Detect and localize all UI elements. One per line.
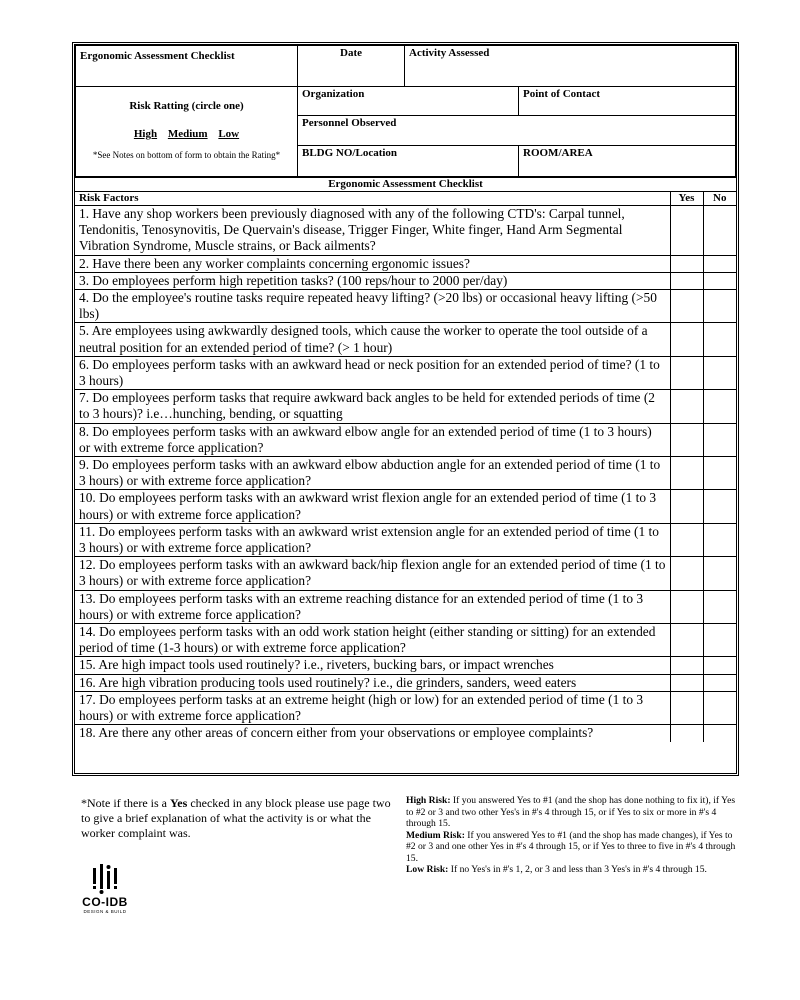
checklist-row [75,356,736,389]
high-risk-label: High Risk: [406,795,451,806]
company-logo [77,862,133,914]
yes-checkbox-cell[interactable] [670,323,703,356]
risk-rating-note: *See Notes on bottom of form to obtain the Rating* [92,150,281,160]
checklist-row [75,390,736,423]
risk-option-low[interactable]: Low [218,128,240,140]
yes-checkbox-cell[interactable] [670,624,703,657]
yes-checkbox-cell[interactable] [670,457,703,490]
low-risk-label: Low Risk: [406,864,449,875]
checklist-question: 10. Do employees perform tasks with an awkward wrist flexion angle for an extended period of time (1 to 3 hours) or with extreme force application? [75,490,670,523]
yes-checkbox-cell[interactable] [670,390,703,423]
checklist-row [75,272,736,289]
yes-checkbox-cell[interactable] [670,272,703,289]
point-of-contact-label: Point of Contact [523,88,600,100]
no-checkbox-cell[interactable] [703,725,736,742]
yes-checkbox-cell[interactable] [670,423,703,456]
risk-definitions [406,795,736,876]
checklist-question: 7. Do employees perform tasks that require awkward back angles to be held for extended periods of time (2 to 3 hours)? i.e…hunching, bending, or squatting [75,390,670,423]
checklist-question: 16. Are high vibration producing tools used routinely? i.e., die grinders, sanders, weed eaters [75,674,670,691]
checklist-question: 17. Do employees perform tasks at an extreme height (high or low) for an extended period of time (1 to 3 hours) or with extreme force application? [75,691,670,724]
note-yes-bold: Yes [169,796,188,810]
yes-checkbox-cell[interactable] [670,657,703,674]
yes-checkbox-cell[interactable] [670,557,703,590]
logo-name: CO-IDB [82,895,128,909]
checklist-question: 9. Do employees perform tasks with an awkward elbow abduction angle for an extended period of time (1 to 3 hours) or with extreme force application? [75,457,670,490]
form-title: Ergonomic Assessment Checklist [76,46,298,87]
checklist-question: 14. Do employees perform tasks with an odd work station height (either standing or sitting) for an extended period of time (1-3 hours) or with extreme force application? [75,624,670,657]
checklist-row [75,523,736,556]
no-column-header: No [703,192,736,206]
checklist-row [75,255,736,272]
no-checkbox-cell[interactable] [703,323,736,356]
logo-tagline: DESIGN & BUILD [83,909,127,914]
medium-risk-text: If you answered Yes to #1 (and the shop has made changes), if Yes to #2 or 3 and one other Yes in #'s 4 through 15, or if Yes to three to five in #'s 4 through 15. [406,829,736,864]
personnel-observed-field[interactable] [298,116,736,146]
yes-checkbox-cell[interactable] [670,255,703,272]
medium-risk-label: Medium Risk: [406,829,465,841]
risk-option-medium[interactable]: Medium [167,128,208,140]
checklist-table [75,191,736,742]
note-rest: checked in any block please use page two to give a brief explanation of what the activity is or what the worker complaint was. [81,796,391,840]
point-of-contact-field[interactable] [519,87,736,116]
no-checkbox-cell[interactable] [703,523,736,556]
checklist-row [75,657,736,674]
room-area-field[interactable] [519,146,736,177]
checklist-row [75,691,736,724]
bldg-location-label: BLDG NO/Location [302,147,398,159]
checklist-question: 6. Do employees perform tasks with an awkward head or neck position for an extended period of time? (1 to 3 hours) [75,356,670,389]
no-checkbox-cell[interactable] [703,557,736,590]
no-checkbox-cell[interactable] [703,457,736,490]
yes-checkbox-cell[interactable] [670,490,703,523]
yes-checkbox-cell[interactable] [670,290,703,323]
date-field[interactable] [298,46,405,87]
risk-option-high[interactable]: High [133,128,158,140]
low-risk-text: If no Yes's in #'s 1, 2, or 3 and less than 3 Yes's in #'s 4 through 15. [448,864,707,875]
checklist-question: 18. Are there any other areas of concern either from your observations or employee complaints? [75,725,670,742]
organization-field[interactable] [298,87,519,116]
checklist-row [75,423,736,456]
activity-assessed-label: Activity Assessed [409,47,490,59]
risk-rating-block [76,87,298,177]
checklist-row [75,624,736,657]
checklist-row [75,725,736,742]
checklist-row [75,323,736,356]
risk-rating-label: Risk Ratting (circle one) [129,100,244,112]
checklist-row [75,557,736,590]
yes-checkbox-cell[interactable] [670,590,703,623]
checklist-header-row [75,192,736,206]
activity-assessed-field[interactable] [405,46,736,87]
form-header [75,45,736,177]
checklist-row [75,490,736,523]
yes-checkbox-cell[interactable] [670,691,703,724]
no-checkbox-cell[interactable] [703,657,736,674]
no-checkbox-cell[interactable] [703,674,736,691]
checklist-row [75,206,736,256]
organization-label: Organization [302,88,365,100]
checklist-question: 12. Do employees perform tasks with an awkward back/hip flexion angle for an extended period of time (1 to 3 hours) or with extreme force application? [75,557,670,590]
yes-checkbox-cell[interactable] [670,674,703,691]
no-checkbox-cell[interactable] [703,423,736,456]
checklist-row [75,290,736,323]
high-risk-definition [406,795,736,830]
checklist-question: 11. Do employees perform tasks with an awkward wrist extension angle for an extended period of time (1 to 3 hours) or with extreme force application? [75,523,670,556]
yes-checkbox-cell[interactable] [670,725,703,742]
no-checkbox-cell[interactable] [703,356,736,389]
checklist-question: 13. Do employees perform tasks with an extreme reaching distance for an extended period of time (1 to 3 hours) or with extreme force application? [75,590,670,623]
yes-checkbox-cell[interactable] [670,356,703,389]
checklist-section-title: Ergonomic Assessment Checklist [75,177,736,191]
checklist-question: 2. Have there been any worker complaints concerning ergonomic issues? [75,255,670,272]
checklist-question: 8. Do employees perform tasks with an awkward elbow angle for an extended period of time (1 to 3 hours) or with extreme force application? [75,423,670,456]
checklist-row [75,457,736,490]
yes-checkbox-cell[interactable] [670,206,703,256]
assessment-form [72,42,739,776]
checklist-row [75,674,736,691]
yes-checkbox-cell[interactable] [670,523,703,556]
checklist-question: 1. Have any shop workers been previously diagnosed with any of the following CTD's: Carpal tunnel, Tendonitis, Tenosynovitis, De Quervain's disease, Trigger Finger, White finger, Hand Arm Segmental Vibration Syndrome, Muscle strains, or Back ailments? [75,206,670,256]
room-area-label: ROOM/AREA [523,147,593,159]
no-checkbox-cell[interactable] [703,290,736,323]
medium-risk-definition [406,830,736,865]
risk-levels [80,128,293,140]
no-checkbox-cell[interactable] [703,272,736,289]
no-checkbox-cell[interactable] [703,255,736,272]
yes-explanation-note [81,796,391,841]
high-risk-text: If you answered Yes to #1 (and the shop has done nothing to fix it), if Yes to #2 or 3 and two other Yes's in #'s 4 through 15, or if Yes to six or more in #'s 4 through 15. [406,795,736,829]
date-label: Date [340,47,362,59]
checklist-question: 15. Are high impact tools used routinely? i.e., riveters, bucking bars, or impact wrenches [75,657,670,674]
checklist-question: 4. Do the employee's routine tasks require repeated heavy lifting? (>20 lbs) or occasional heavy lifting (>50 lbs) [75,290,670,323]
no-checkbox-cell[interactable] [703,590,736,623]
personnel-observed-label: Personnel Observed [302,117,397,129]
low-risk-definition [406,864,736,876]
no-checkbox-cell[interactable] [703,691,736,724]
risk-factors-header: Risk Factors [75,192,670,206]
no-checkbox-cell[interactable] [703,490,736,523]
no-checkbox-cell[interactable] [703,206,736,256]
bldg-location-field[interactable] [298,146,519,177]
note-prefix: *Note if there is a [81,796,170,810]
checklist-question: 5. Are employees using awkwardly designed tools, which cause the worker to operate the tool outside of a neutral position for an extended period of time? (> 1 hour) [75,323,670,356]
no-checkbox-cell[interactable] [703,390,736,423]
yes-column-header: Yes [670,192,703,206]
checklist-row [75,590,736,623]
no-checkbox-cell[interactable] [703,624,736,657]
checklist-question: 3. Do employees perform high repetition tasks? (100 reps/hour to 2000 per/day) [75,272,670,289]
logo-mark-icon [90,862,120,896]
